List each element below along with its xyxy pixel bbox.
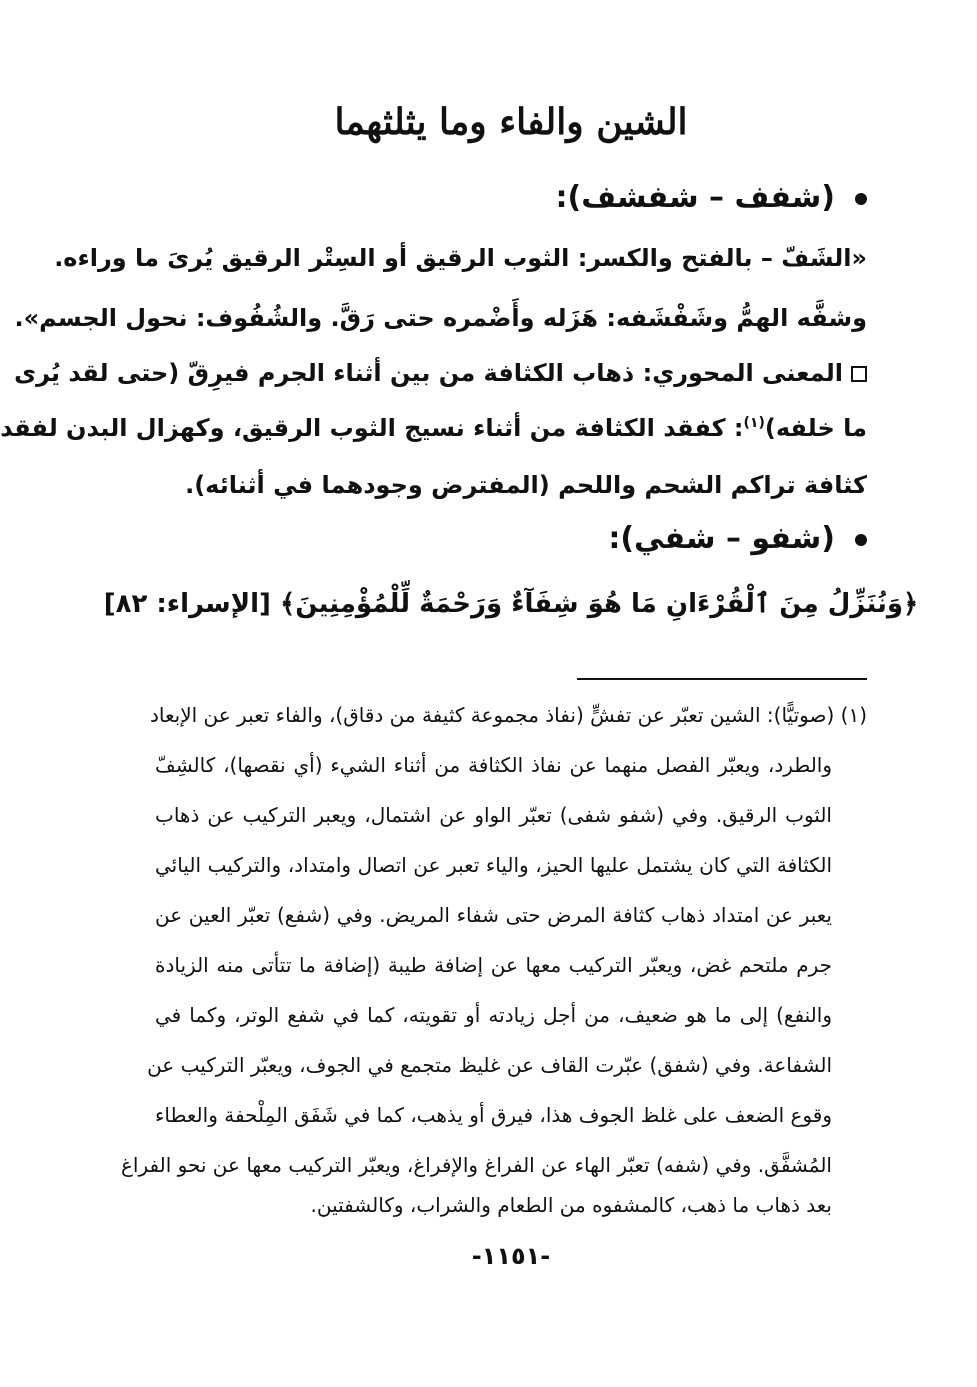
bullet-icon bbox=[855, 193, 867, 205]
core-meaning-text: المعنى المحوري: ذهاب الكثافة من بين أثناء الجرم فيرِقّ (حتى لقد يُرى bbox=[14, 359, 843, 387]
quran-verse: ﴿وَنُنَزِّلُ مِنَ ٱلْقُرْءَانِ مَا هُوَ شِفَآءٌ وَرَحْمَةٌ لِّلْمُؤْمِنِينَ﴾ [الإسراء: ٨٢] bbox=[103, 589, 919, 619]
definition-line: «الشَفّ – بالفتح والكسر: الثوب الرقيق أو السِتْر الرقيق يُرىَ ما وراءه. bbox=[54, 244, 867, 272]
footnote-line: يعبر عن امتداد ذهاب كثافة المرض حتى شفاء المريض. وفي (شفع) تعبّر العين عن bbox=[155, 903, 832, 927]
core-meaning-line bbox=[0, 398, 867, 458]
footnote-line: جرم ملتحم غض، ويعبّر التركيب معها عن إضافة طيبة (إضافة ما تتأتى منه الزيادة bbox=[155, 953, 832, 977]
footnote-line: بعد ذهاب ما ذهب، كالمشفوه من الطعام والشراب، وكالشفتين. bbox=[310, 1193, 832, 1217]
footnote-line: والطرد، ويعبّر الفصل منهما عن نفاذ الكثافة من أثناء الشيء (أي نقصها)، كالشِفّ bbox=[155, 753, 832, 777]
definition-line: وشفَّه الهمُّ وشَفْشَفه: هَزَله وأَضْمره حتى رَقَّ. والشُفُوف: نحول الجسم». bbox=[14, 304, 867, 332]
core-meaning-line bbox=[14, 343, 867, 403]
core-meaning-text: : كفقد الكثافة من أثناء نسيج الثوب الرقيق، وكهزال البدن لفقد bbox=[0, 414, 744, 442]
footnote-line: والنفع) إلى ما هو ضعيف، من أجل زيادته أو تقويته، كما في شفع الوتر، وكما في bbox=[155, 1003, 832, 1027]
entry-heading-shfw bbox=[608, 514, 867, 564]
page-title: الشين والفاء وما يثلثهما bbox=[334, 101, 688, 143]
footnote-line: الثوب الرقيق. وفي (شفو شفى) تعبّر الواو عن اشتمال، ويعبر التركيب عن ذهاب bbox=[155, 803, 832, 827]
footnote-line: وقوع الضعف على غلظ الجوف هذا، فيرق أو يذهب، كما في شَفَق المِلْحفة والعطاء bbox=[155, 1103, 832, 1127]
entry-heading-text: (شفو – شفي): bbox=[608, 521, 835, 556]
square-box-icon bbox=[851, 366, 867, 382]
footnote-line: الكثافة التي كان يشتمل عليها الحيز، والياء تعبر عن اتصال وامتداد، والتركيب اليائي bbox=[155, 853, 832, 877]
entry-heading-text: (شفف – شفشف): bbox=[555, 180, 835, 215]
footnote-line: الشفاعة. وفي (شفق) عبّرت القاف عن غليظ متجمع في الجوف، ويعبّر التركيب عن bbox=[147, 1053, 832, 1077]
footnote-divider bbox=[577, 678, 867, 680]
footnote-line: المُشفَّق. وفي (شفه) تعبّر الهاء عن الفراغ والإفراغ، ويعبّر التركيب معها عن نحو الفراغ bbox=[120, 1153, 832, 1177]
page-number: -١١٥١- bbox=[471, 1242, 551, 1270]
footnote-line: (١) (صوتيًّا): الشين تعبّر عن تفشٍّ (نفاذ مجموعة كثيفة من دقاق)، والفاء تعبر عن الإبعاد bbox=[149, 703, 867, 727]
entry-heading-shff bbox=[556, 173, 867, 223]
footnote-reference[interactable]: (١) bbox=[743, 415, 765, 431]
core-meaning-text: ما خلفه) bbox=[764, 414, 867, 442]
core-meaning-line: كثافة تراكم الشحم واللحم (المفترض وجودهما في أثنائه). bbox=[185, 471, 867, 499]
bullet-icon bbox=[855, 534, 867, 546]
